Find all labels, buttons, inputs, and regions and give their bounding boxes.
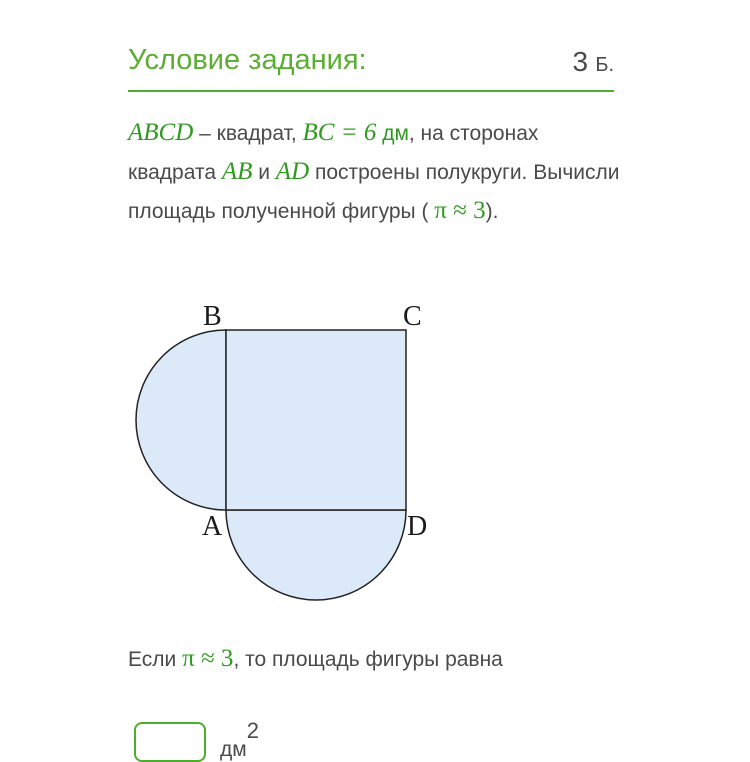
label-d: D [407,511,428,542]
answer-pi-expression: π ≈ 3 [182,645,234,672]
label-c: C [403,301,422,332]
label-a: A [202,511,223,542]
side-unit: дм [376,122,409,145]
unit-power: 2 [246,718,259,743]
answer-unit [220,718,259,762]
dash-text: – квадрат, [193,122,303,145]
problem-text-2: построены полукруги. Вычисли площадь полученной фигуры ( [128,161,620,223]
answer-input[interactable] [134,722,206,762]
answer-suffix: , то площадь фигуры равна [233,648,503,671]
side-expression: BC = 6 [302,119,377,146]
semicircle-ab [136,330,226,510]
close-text: ). [485,200,499,223]
semicircle-ad [226,510,406,600]
problem-text-1: , на сторонах квадрата [128,122,539,184]
answer-prompt [128,644,503,675]
pi-expression: π ≈ 3 [434,197,486,224]
square-abcd [226,330,406,510]
unit-text: дм [220,738,247,761]
task-title: Условие задания: [128,44,367,76]
points-unit: Б. [595,54,614,76]
square-name: ABCD [128,119,194,146]
points-value: 3 [572,46,589,77]
side-ab: AB [221,158,253,185]
label-b: B [203,301,222,332]
answer-prefix: Если [128,648,183,671]
side-ad: AD [275,158,310,185]
and-text: и [252,161,276,184]
